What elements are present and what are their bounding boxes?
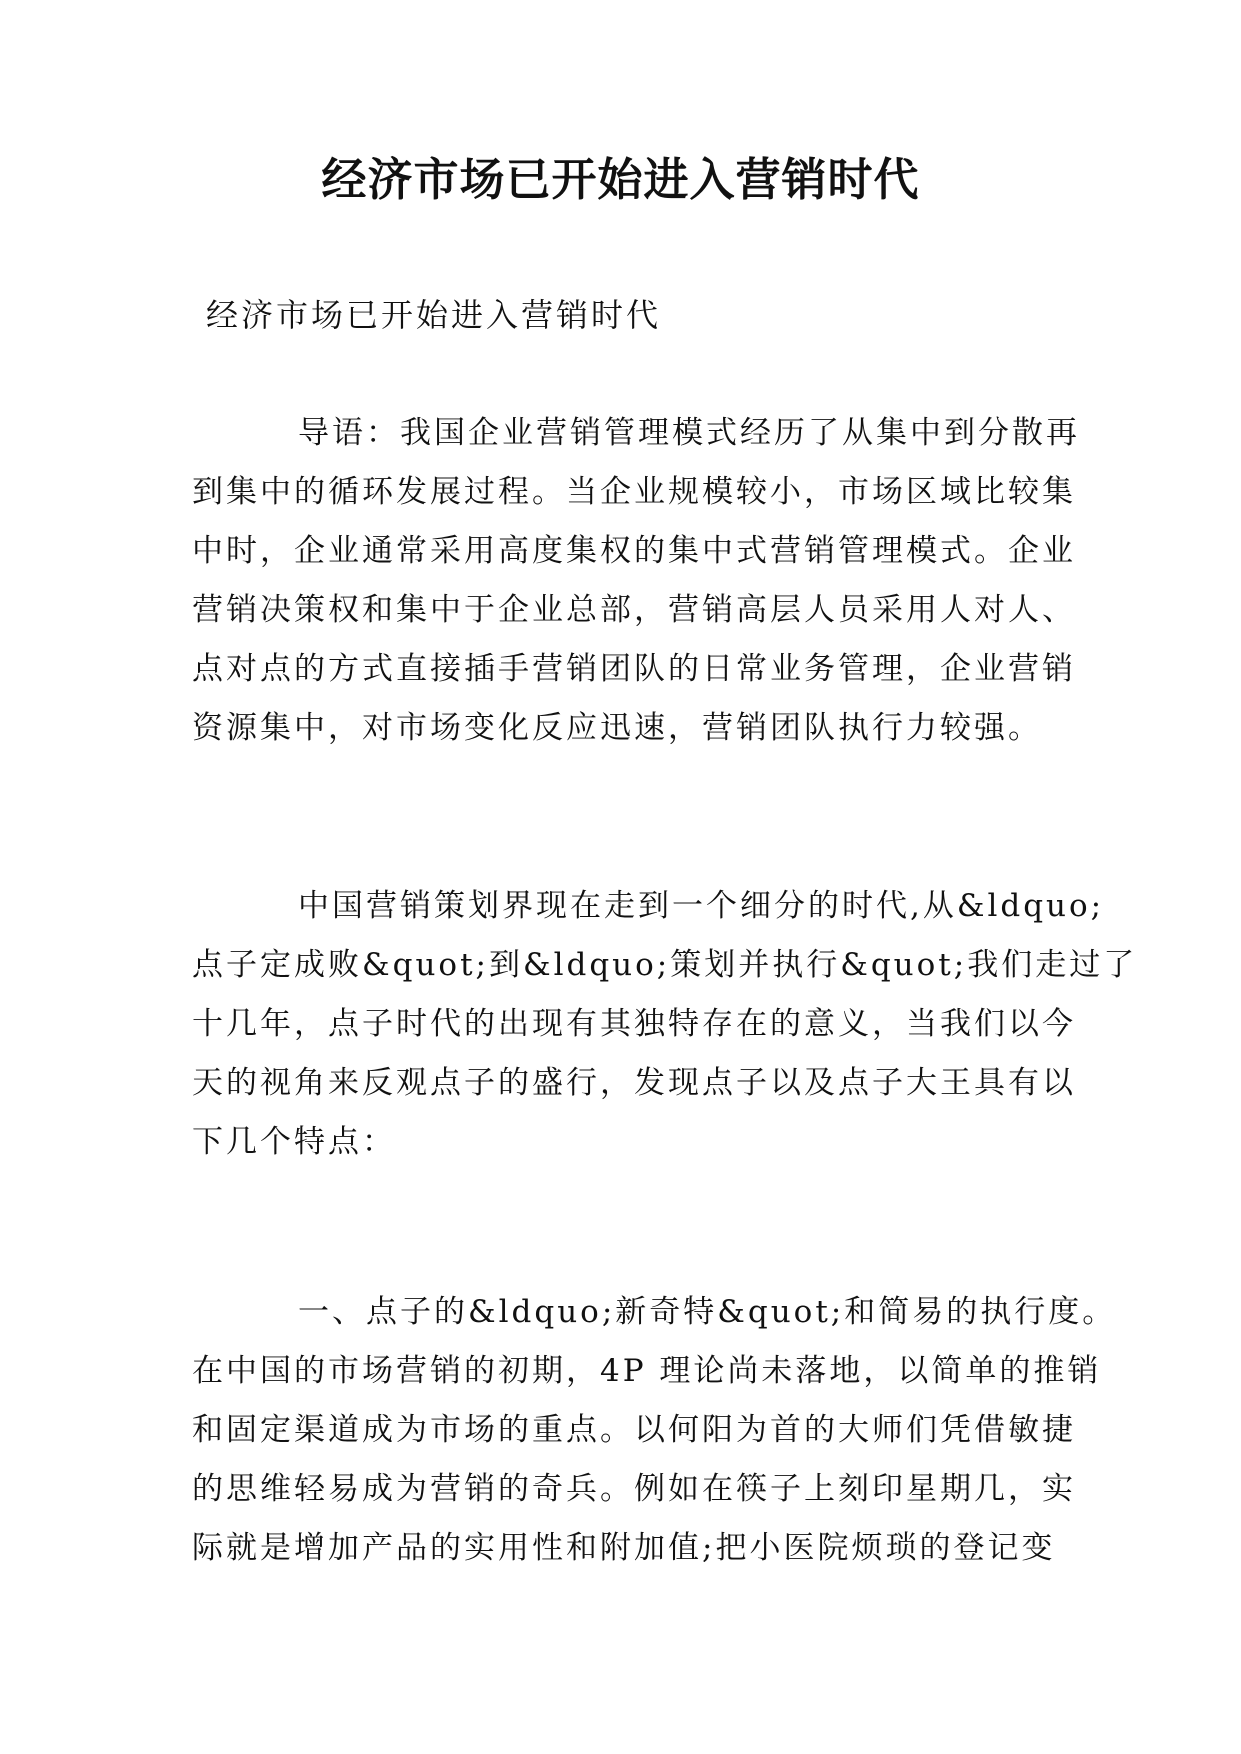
- paragraph-line: 际就是增加产品的实用性和附加值;把小医院烦琐的登记变: [192, 1530, 1056, 1566]
- paragraph-line: 和固定渠道成为市场的重点。以何阳为首的大师们凭借敏捷: [192, 1412, 1076, 1448]
- document-subtitle: 经济市场已开始进入营销时代: [206, 296, 662, 334]
- paragraph-intro: [192, 404, 1080, 758]
- paragraph-point-one: [192, 1283, 1117, 1578]
- document-title: 经济市场已开始进入营销时代: [321, 153, 920, 206]
- paragraph-line: 中时，企业通常采用高度集权的集中式营销管理模式。企业: [192, 533, 1076, 569]
- paragraph-line: 点对点的方式直接插手营销团队的日常业务管理，企业营销: [192, 651, 1076, 687]
- paragraph-line: 的思维轻易成为营销的奇兵。例如在筷子上刻印星期几，实: [192, 1471, 1076, 1507]
- paragraph-line: 导语：我国企业营销管理模式经历了从集中到分散再: [298, 415, 1080, 451]
- paragraph-line: 中国营销策划界现在走到一个细分的时代,从&ldquo;: [298, 888, 1105, 924]
- paragraph-line: 点子定成败&quot;到&ldquo;策划并执行&quot;我们走过了: [192, 947, 1138, 983]
- paragraph-line: 营销决策权和集中于企业总部，营销高层人员采用人对人、: [192, 592, 1076, 628]
- paragraph-line: 十几年，点子时代的出现有其独特存在的意义，当我们以今: [192, 1006, 1076, 1042]
- paragraph-line: 资源集中，对市场变化反应迅速，营销团队执行力较强。: [192, 710, 1042, 746]
- paragraph-line: 天的视角来反观点子的盛行，发现点子以及点子大王具有以: [192, 1065, 1076, 1101]
- paragraph-line: 到集中的循环发展过程。当企业规模较小，市场区域比较集: [192, 474, 1076, 510]
- paragraph-line: 下几个特点：: [192, 1124, 396, 1160]
- paragraph-line: 一、点子的&ldquo;新奇特&quot;和简易的执行度。: [298, 1294, 1117, 1330]
- paragraph-line: 在中国的市场营销的初期，4P 理论尚未落地，以简单的推销: [192, 1353, 1102, 1389]
- paragraph-planning-era: [192, 877, 1138, 1172]
